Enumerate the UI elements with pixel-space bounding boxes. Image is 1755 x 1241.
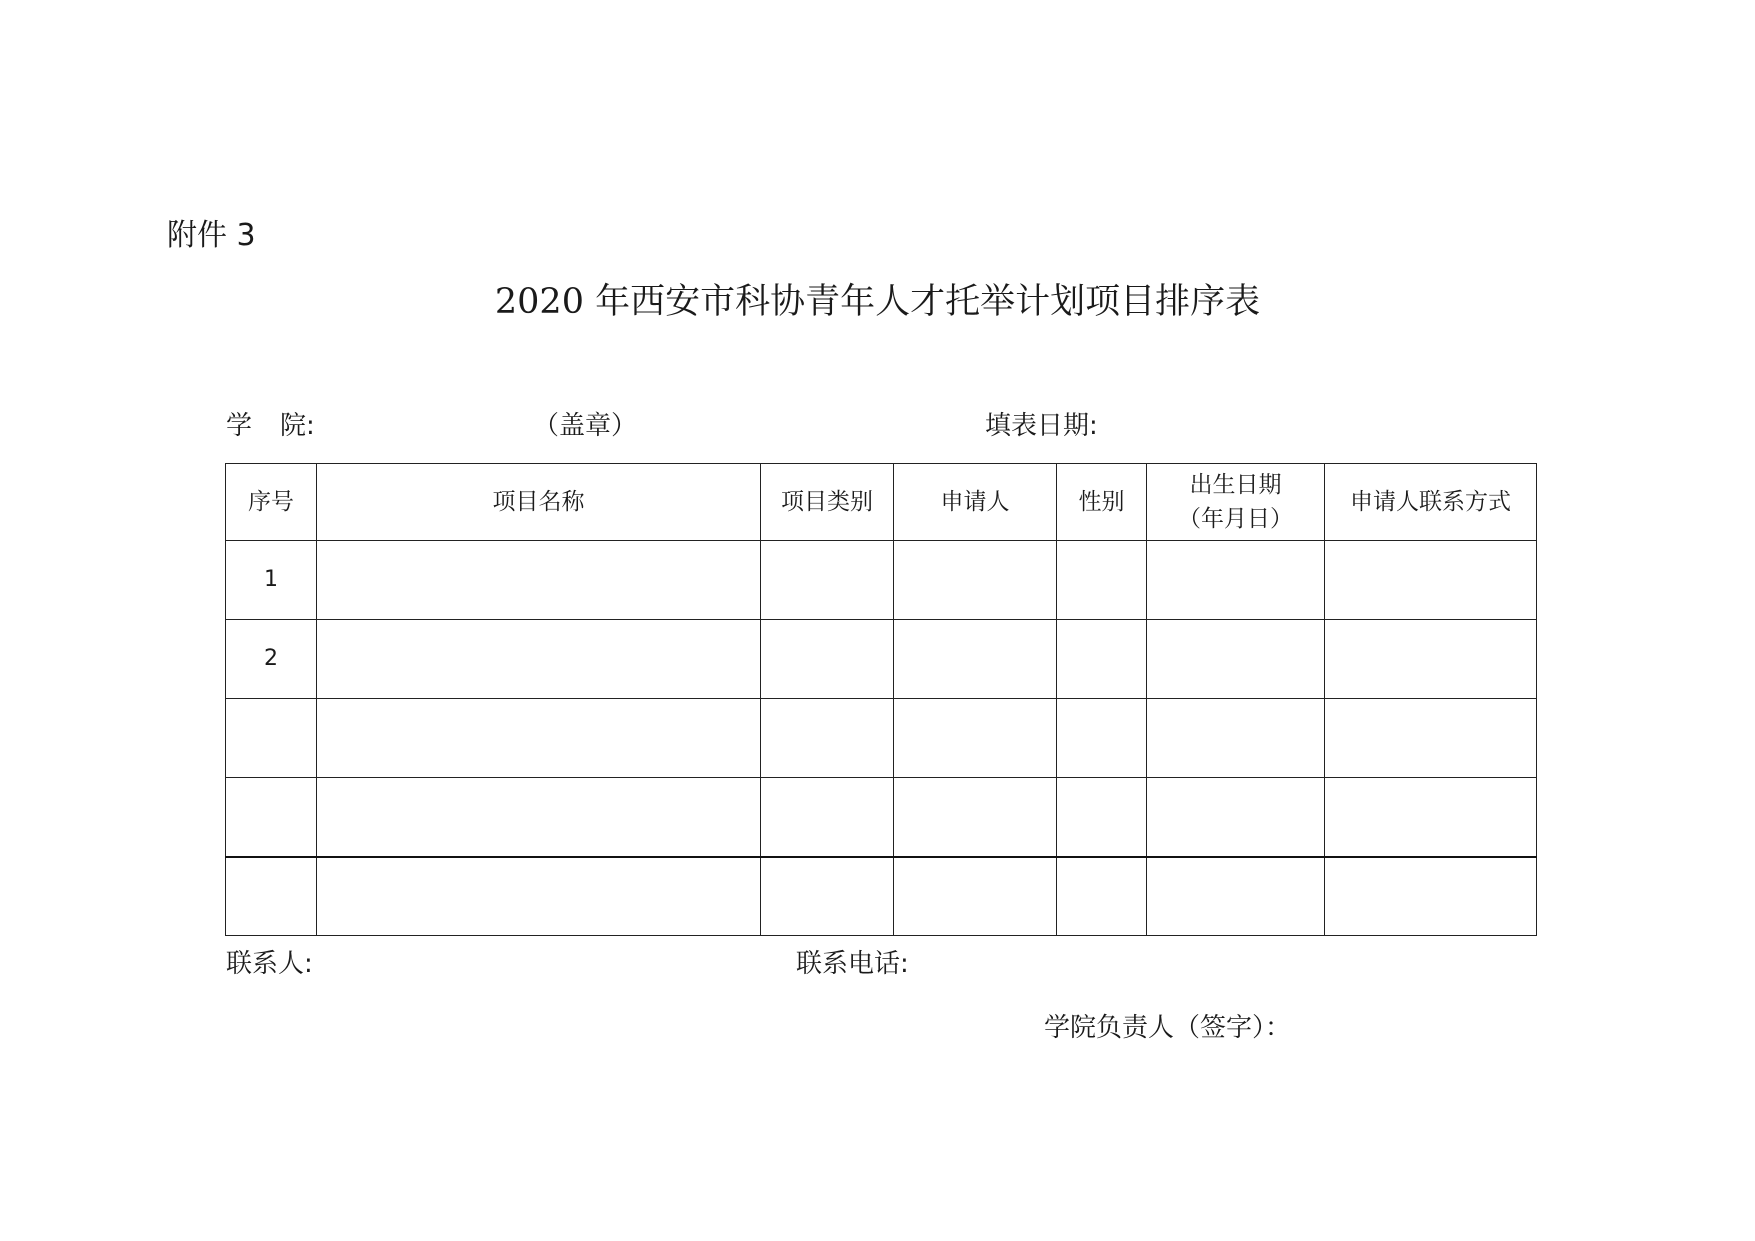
- cell-project-name[interactable]: [317, 620, 761, 699]
- college-label-part1: 学: [226, 411, 253, 441]
- fill-date-label: 填表日期:: [985, 411, 1098, 441]
- cell-birth-date[interactable]: [1147, 620, 1325, 699]
- table-header-row: [226, 464, 1537, 541]
- college-label-part2: 院:: [280, 411, 315, 441]
- cell-contact-method[interactable]: [1325, 620, 1537, 699]
- cell-applicant[interactable]: [894, 699, 1057, 778]
- attachment-label: 附件 3: [167, 218, 256, 253]
- cell-birth-date[interactable]: [1147, 541, 1325, 620]
- header-project-category: 项目类别: [761, 464, 894, 541]
- header-gender: 性别: [1057, 464, 1147, 541]
- cell-contact-method[interactable]: [1325, 541, 1537, 620]
- cell-project-name[interactable]: [317, 857, 761, 936]
- cell-project-category[interactable]: [761, 778, 894, 857]
- cell-gender[interactable]: [1057, 541, 1147, 620]
- cell-birth-date[interactable]: [1147, 857, 1325, 936]
- document-title: 2020 年西安市科协青年人才托举计划项目排序表: [494, 282, 1261, 322]
- header-project-name: 项目名称: [317, 464, 761, 541]
- header-birth-date-line2: （年月日）: [1178, 506, 1293, 532]
- header-seq: 序号: [226, 464, 317, 541]
- cell-project-category[interactable]: [761, 699, 894, 778]
- cell-applicant[interactable]: [894, 778, 1057, 857]
- cell-applicant[interactable]: [894, 541, 1057, 620]
- header-applicant: 申请人: [894, 464, 1057, 541]
- cell-seq: 1: [226, 541, 317, 620]
- cell-project-name[interactable]: [317, 778, 761, 857]
- college-head-signature-label: 学院负责人（签字）：: [1044, 1013, 1292, 1043]
- header-contact-method: 申请人联系方式: [1325, 464, 1537, 541]
- table-row: [226, 857, 1537, 936]
- contact-phone-label: 联系电话:: [796, 949, 909, 979]
- cell-applicant[interactable]: [894, 857, 1057, 936]
- table-row: [226, 620, 1537, 699]
- ranking-table: [225, 463, 1537, 936]
- table-row: [226, 778, 1537, 857]
- table-row: [226, 541, 1537, 620]
- cell-seq: [226, 699, 317, 778]
- cell-project-category[interactable]: [761, 857, 894, 936]
- table-row: [226, 699, 1537, 778]
- college-field-label: [226, 408, 315, 444]
- cell-gender[interactable]: [1057, 620, 1147, 699]
- cell-project-name[interactable]: [317, 699, 761, 778]
- cell-seq: 2: [226, 620, 317, 699]
- header-birth-date: [1147, 464, 1325, 541]
- cell-seq: [226, 857, 317, 936]
- header-birth-date-line1: 出生日期: [1189, 472, 1282, 498]
- cell-contact-method[interactable]: [1325, 778, 1537, 857]
- cell-applicant[interactable]: [894, 620, 1057, 699]
- cell-contact-method[interactable]: [1325, 699, 1537, 778]
- cell-gender[interactable]: [1057, 778, 1147, 857]
- cell-project-category[interactable]: [761, 620, 894, 699]
- seal-label: （盖章）: [533, 411, 638, 441]
- contact-person-label: 联系人:: [226, 949, 313, 979]
- cell-birth-date[interactable]: [1147, 699, 1325, 778]
- cell-birth-date[interactable]: [1147, 778, 1325, 857]
- cell-project-name[interactable]: [317, 541, 761, 620]
- cell-gender[interactable]: [1057, 857, 1147, 936]
- cell-gender[interactable]: [1057, 699, 1147, 778]
- cell-seq: [226, 778, 317, 857]
- cell-contact-method[interactable]: [1325, 857, 1537, 936]
- cell-project-category[interactable]: [761, 541, 894, 620]
